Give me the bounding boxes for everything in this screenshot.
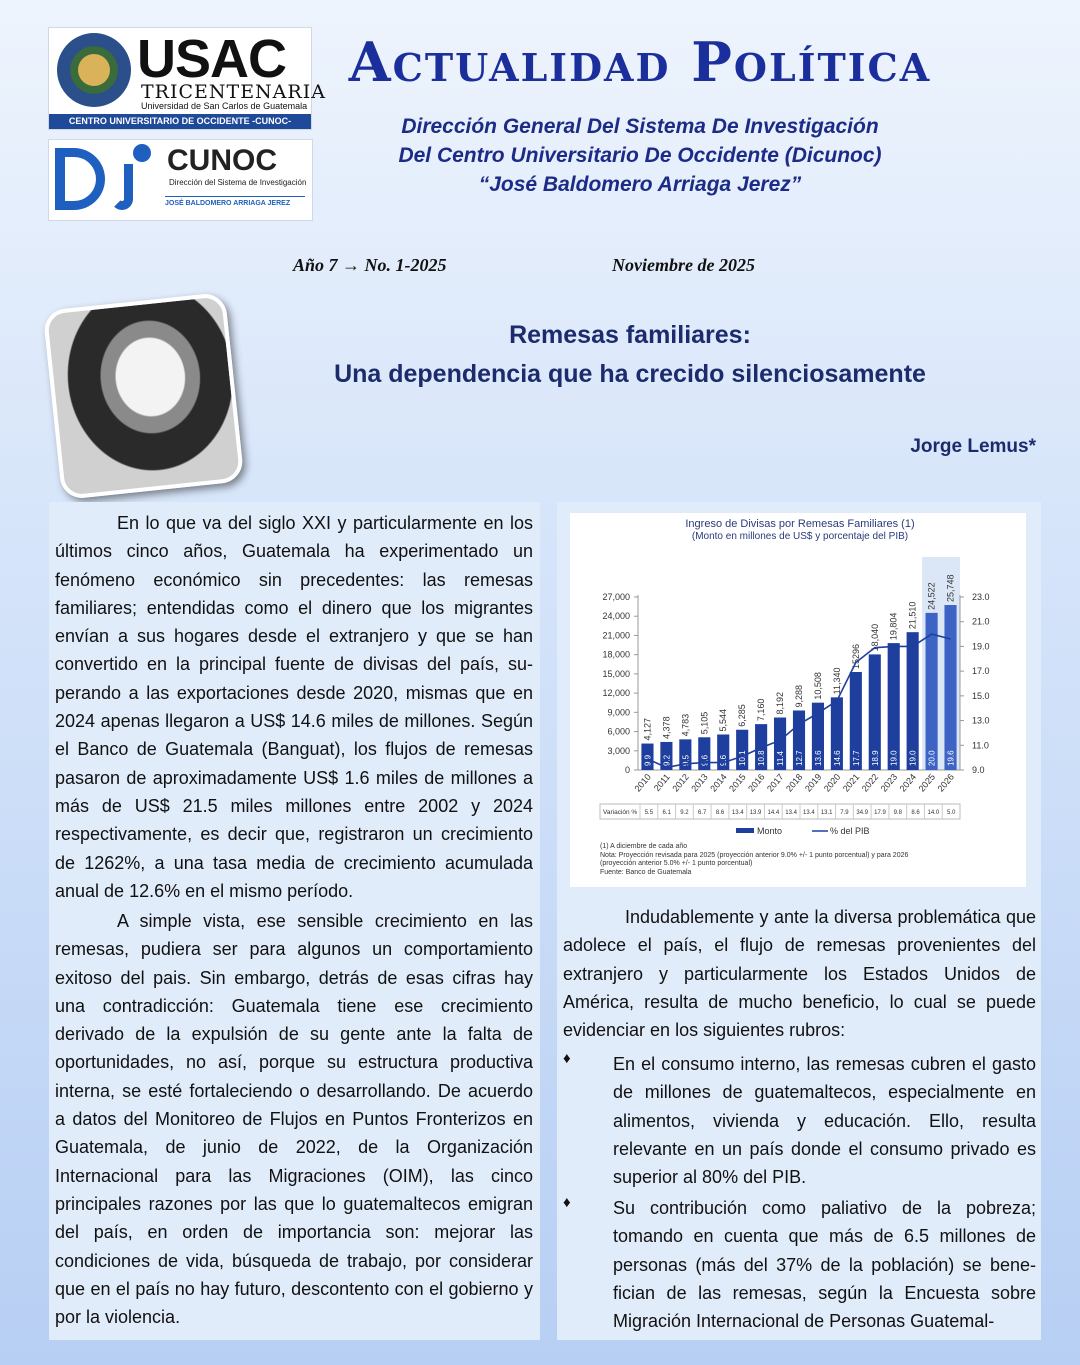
bar (944, 605, 956, 770)
paragraph-1: En lo que va del siglo XXI y particularmente en los últimos cinco años, Guatemala ha experimentado un fenómeno económico sin precedentes: las remesas familiares; entendidas como el dinero que los migrantes envían a sus hogares desde el extranjero y que se han convertido en la principal fuente de divisas del país, superando a las exportaciones desde 2020, mismas que en 2024 apenas llegaron a US$ 14.6 miles de millones. Según el Banco de Guatemala (Banguat), los flujos de remesas pasaron de aproximadamente US$ 1.6 miles de millones a más de US$ 21.5 miles millones entre 2002 y 2024 respectivamente, es decir que, registraron un crecimiento de 1262%, a una tasa media de crecimiento acumulada anual de 12.6% en el mismo período. (55, 513, 533, 901)
institution-line-1: Dirección General Del Sistema De Investigación (401, 115, 879, 138)
pib-value-label: 9.2 (662, 754, 672, 766)
bar-value-label: 11,340 (831, 667, 842, 695)
pib-value-label: 13.6 (813, 750, 823, 766)
bullet-item (563, 1050, 1036, 1191)
cunoc-name: CUNOC (167, 144, 277, 177)
x-tick-label: 2015 (727, 771, 748, 794)
x-tick-label: 2017 (765, 771, 786, 794)
variation-table (600, 804, 960, 819)
issue-number: Año 7 → No. 1-2025 (293, 255, 447, 275)
pib-value-label: 10.1 (738, 750, 748, 766)
variation-value: 13.4 (785, 810, 797, 816)
y-tick-label: 0 (624, 765, 630, 775)
legend-pib: % del PIB (830, 826, 870, 836)
pib-value-label: 17.7 (851, 750, 861, 766)
pib-value-label: 11.4 (776, 751, 786, 766)
legend-monto: Monto (757, 826, 783, 836)
chart-title: Ingreso de Divisas por Remesas Familiares (1) (685, 518, 915, 530)
x-tick-label: 2026 (935, 771, 957, 794)
bar-value-label: 15296 (850, 643, 861, 669)
bar-value-label: 18,040 (869, 623, 880, 652)
bar-value-label: 10,508 (812, 672, 823, 700)
y2-tick-label: 15.0 (972, 690, 990, 701)
variation-value: 9.2 (680, 810, 689, 816)
y2-tick-label: 17.0 (972, 666, 990, 677)
variation-value: 13.4 (803, 810, 815, 816)
bar-value-label: 4,378 (661, 716, 672, 739)
x-tick-label: 2019 (802, 771, 824, 794)
variation-value: 5.5 (644, 810, 654, 816)
variation-value: 34.9 (856, 810, 869, 816)
x-tick-label: 2020 (821, 771, 843, 794)
bar-value-label: 8,192 (775, 691, 786, 715)
bar-value-label: 6,285 (737, 704, 748, 727)
pib-value-label: 9.6 (700, 754, 710, 766)
usac-name: USAC (137, 29, 287, 89)
cunoc-name-line: JOSÉ BALDOMERO ARRIAGA JEREZ (165, 196, 305, 207)
diamond-bullet-icon: ♦ (563, 1050, 571, 1067)
bar-value-label: 24,522 (926, 582, 937, 610)
bar (907, 632, 919, 770)
issue-date: Noviembre de 2025 (612, 255, 755, 275)
y2-tick-label: 13.0 (972, 715, 990, 726)
cunoc-logo (48, 139, 313, 221)
variation-value: 14.4 (767, 810, 780, 816)
y-tick-label: 15,000 (602, 668, 630, 679)
pib-value-label: 9.6 (719, 754, 729, 766)
pib-value-label: 19.0 (889, 750, 899, 766)
bar-value-label: 4,783 (680, 713, 691, 737)
x-tick-label: 2022 (859, 771, 881, 794)
x-tick-label: 2023 (878, 771, 900, 794)
usac-logo (48, 27, 326, 130)
bar-value-label: 5,544 (718, 708, 729, 732)
chart-note-3: (proyección anterior 5.0% +/- 1 punto porcentual) (600, 860, 753, 867)
pib-value-label: 14.6 (832, 750, 842, 766)
author-photo (43, 292, 245, 500)
variation-value: 13.9 (749, 810, 762, 816)
y2-tick-label: 19.0 (972, 641, 990, 652)
article-title-line-2: Una dependencia que ha crecido silenciosamente (334, 360, 926, 388)
x-tick-label: 2021 (840, 771, 862, 794)
x-tick-label: 2012 (670, 771, 691, 794)
variation-value: 8.6 (715, 810, 725, 816)
pib-value-label: 19.6 (946, 750, 956, 766)
pib-value-label: 18.9 (870, 750, 880, 766)
pib-value-label: 9.5 (681, 754, 691, 766)
usac-banner: CENTRO UNIVERSITARIO DE OCCIDENTE -CUNOC- (49, 114, 311, 129)
pib-value-label: 10.8 (757, 750, 767, 766)
variation-value: 14.0 (927, 810, 940, 816)
paragraph-2: A simple vista, ese sensible crecimiento en las remesas, pudiera ser para algunos un comportamiento exitoso del pais. Sin embargo, detrás de esas cifras hay una contradicción: Guatemala tiene ese crecimiento derivado de la expulsión de su gente ante la falta de oportunidades, no así, porque su estructura productiva interna, se esté fortaleciendo o desarrollando. De acuerdo a datos del Monitoreo de Flujos en Puntos Fronterizos en Guatemala, de junio de 2022, de la Organización Internacional para las Migraciones (OIM), las cinco principales razones por las que lo guatemaltecos emigran del país, en orden de importancia son: mejorar las condiciones de vida, búsqueda de trabajo, por considerar que en el país no hay futuro, descontento con el gobierno y por la violencia. (55, 911, 533, 1328)
bar-value-label: 21,510 (907, 601, 918, 630)
y-tick-label: 6,000 (607, 726, 630, 737)
bar-value-label: 9,288 (794, 684, 804, 708)
y2-tick-label: 9.0 (972, 765, 985, 775)
chart-note-1: (1) A diciembre de cada año (600, 843, 688, 850)
pib-value-label: 12.7 (795, 750, 804, 766)
remittances-chart (570, 513, 1026, 887)
y-tick-label: 3,000 (607, 745, 630, 756)
variation-value: 9.8 (893, 810, 902, 816)
institution-line-2: Del Centro Universitario De Occidente (Dicunoc) (398, 144, 882, 167)
right-column (557, 502, 1041, 1340)
y-tick-label: 21,000 (602, 630, 630, 641)
bullet-text: Su contribución como paliativo de la pobreza; tomando en cuenta que más de 6.5 millones de personas (más del 37% de la población) se benefician de las remesas, según la Encuesta sobre Migración Internacional de Personas Guatemal- (613, 1198, 1036, 1332)
variation-value: 5.0 (946, 810, 956, 816)
x-tick-label: 2011 (651, 771, 672, 794)
bar-value-label: 4,127 (642, 718, 653, 741)
usac-tricentenaria: TRICENTENARIA (141, 81, 326, 103)
y2-tick-label: 21.0 (972, 616, 990, 627)
variation-value: 13.1 (820, 810, 833, 816)
chart-note-2: Nota: Proyección revisada para 2025 (proyección anterior 9.0% +/- 1 punto porcentual) y para 2026 (600, 852, 909, 859)
article-title-line-1: Remesas familiares: (509, 321, 751, 349)
bullet-item (563, 1194, 1036, 1335)
article-author: Jorge Lemus* (910, 436, 1036, 457)
diamond-bullet-icon: ♦ (563, 1194, 571, 1211)
bar-value-label: 7,160 (756, 698, 767, 722)
variation-label: Variación % (603, 809, 638, 816)
y-tick-label: 27,000 (602, 592, 630, 602)
usac-university: Universidad de San Carlos de Guatemala (141, 101, 308, 111)
pib-value-label: 9.9 (643, 754, 653, 766)
x-tick-label: 2014 (708, 771, 729, 794)
bars (641, 574, 956, 770)
pib-value-label: 19.0 (908, 750, 918, 766)
y-tick-label: 18,000 (602, 649, 630, 660)
variation-value: 8.6 (911, 810, 920, 816)
y-tick-label: 12,000 (602, 688, 630, 699)
variation-value: 7.9 (840, 810, 849, 816)
variation-row (600, 804, 960, 819)
pib-value-label: 20.0 (927, 750, 937, 766)
x-tick-label: 2024 (897, 771, 919, 794)
bar-value-label: 5,105 (699, 711, 710, 735)
institution-line-3: “José Baldomero Arriaga Jerez” (478, 173, 802, 196)
variation-value: 6.7 (698, 810, 707, 816)
bullet-text: En el consumo interno, las remesas cubren el gasto de millones de guatemaltecos, especialmente en alimentos, vivienda y educación. Ello, resulta relevante en un país donde el consumo privado es superior al 80% del PIB. (613, 1054, 1036, 1188)
bar-value-label: 25,748 (945, 574, 956, 603)
x-tick-label: 2010 (632, 771, 654, 794)
legend (736, 826, 870, 836)
chart-svg (570, 513, 1026, 887)
university-seal-icon (57, 33, 131, 107)
y-tick-label: 9,000 (607, 707, 630, 718)
paragraph-3: Indudablemente y ante la diversa problemática que adolece el país, el flujo de remesas provenientes del extranjero y particularmente los Estados Unidos de América, resulta de mucho beneficio, lo cual se puede evidenciar en los siguientes rubros: (563, 907, 1036, 1041)
chart-source: Fuente: Banco de Guatemala (600, 869, 692, 876)
cunoc-subtitle: Dirección del Sistema de Investigación (169, 178, 307, 187)
variation-value: 17.9 (874, 810, 886, 816)
x-tick-label: 2016 (746, 771, 767, 794)
left-column (49, 502, 540, 1340)
chart-subtitle: (Monto en millones de US$ y porcentaje del PIB) (691, 531, 909, 542)
x-tick-label: 2013 (689, 771, 710, 794)
masthead: Actualidad Política (348, 30, 932, 94)
x-tick-label: 2018 (783, 771, 805, 794)
x-tick-label: 2025 (916, 771, 938, 794)
y2-tick-label: 11.0 (972, 740, 989, 751)
bar-value-label: 19,804 (888, 612, 899, 641)
variation-value: 13.4 (731, 810, 744, 816)
y-tick-label: 24,000 (602, 611, 630, 622)
y2-tick-label: 23.0 (972, 592, 990, 602)
variation-value: 6.1 (662, 810, 671, 816)
